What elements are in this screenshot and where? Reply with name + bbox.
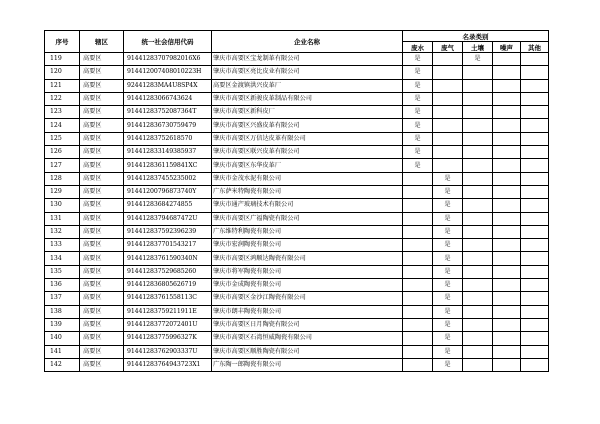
row-wastewater-mark: 是 [403, 132, 433, 145]
row-district: 高要区 [80, 345, 124, 358]
table-body [45, 53, 549, 372]
row-district: 高要区 [80, 79, 124, 92]
table-row [45, 159, 549, 172]
row-soil-mark [463, 66, 493, 79]
header-no: 序号 [45, 31, 80, 53]
row-other-mark [521, 172, 549, 185]
table-row [45, 358, 549, 371]
row-wastegas-mark: 是 [433, 199, 463, 212]
row-company-name: 肇庆市通产玻璃技术有限公司 [212, 199, 403, 212]
row-district: 高要区 [80, 92, 124, 105]
row-district: 高要区 [80, 132, 124, 145]
row-wastegas-mark [433, 119, 463, 132]
row-wastegas-mark [433, 132, 463, 145]
table-row [45, 92, 549, 105]
row-noise-mark [493, 92, 521, 105]
row-soil-mark [463, 252, 493, 265]
row-other-mark [521, 146, 549, 159]
row-noise-mark [493, 185, 521, 198]
row-soil-mark [463, 279, 493, 292]
table-row [45, 106, 549, 119]
row-other-mark [521, 66, 549, 79]
row-number: 124 [45, 119, 80, 132]
row-company-name: 肇庆市高要区亮比皮业有限公司 [212, 66, 403, 79]
row-wastewater-mark: 是 [403, 119, 433, 132]
row-credit-code: 91441283752618570 [124, 132, 212, 145]
table-row [45, 252, 549, 265]
row-company-name: 肇庆市高要区兴盛皮革有限公司 [212, 119, 403, 132]
row-noise-mark [493, 252, 521, 265]
row-district: 高要区 [80, 318, 124, 331]
row-wastewater-mark [403, 199, 433, 212]
row-wastegas-mark [433, 92, 463, 105]
row-noise-mark [493, 146, 521, 159]
row-noise-mark [493, 332, 521, 345]
row-wastegas-mark: 是 [433, 252, 463, 265]
table-row [45, 79, 549, 92]
row-number: 126 [45, 146, 80, 159]
row-number: 123 [45, 106, 80, 119]
row-company-name: 广东萨米特陶瓷有限公司 [212, 185, 403, 198]
table-row [45, 185, 549, 198]
row-company-name: 肇庆市将军陶瓷有限公司 [212, 265, 403, 278]
row-soil-mark [463, 79, 493, 92]
header-noise: 噪声 [493, 42, 521, 53]
row-soil-mark [463, 239, 493, 252]
row-other-mark [521, 106, 549, 119]
row-district: 高要区 [80, 239, 124, 252]
row-credit-code: 91441283770154321​7 [124, 239, 212, 252]
row-company-name: 高要区金渡镇洪兴皮革厂 [212, 79, 403, 92]
row-credit-code: 91441283775996327K [124, 332, 212, 345]
table-row [45, 172, 549, 185]
row-number: 120 [45, 66, 80, 79]
row-noise-mark [493, 345, 521, 358]
row-company-name: 肇庆市高要区金沙江陶瓷有限公司 [212, 292, 403, 305]
row-soil-mark [463, 119, 493, 132]
header-company-name: 企业名称 [212, 31, 403, 53]
row-wastegas-mark: 是 [433, 172, 463, 185]
row-wastewater-mark [403, 305, 433, 318]
row-wastegas-mark: 是 [433, 305, 463, 318]
row-noise-mark [493, 225, 521, 238]
row-soil-mark [463, 172, 493, 185]
row-company-name: 肇庆市宏润陶瓷有限公司 [212, 239, 403, 252]
row-number: 137 [45, 292, 80, 305]
row-other-mark [521, 265, 549, 278]
row-wastegas-mark: 是 [433, 358, 463, 371]
row-credit-code: 9144128379468747​2U [124, 212, 212, 225]
row-wastewater-mark: 是 [403, 92, 433, 105]
row-soil-mark: 是 [463, 53, 493, 66]
row-other-mark [521, 132, 549, 145]
row-number: 121 [45, 79, 80, 92]
row-number: 129 [45, 185, 80, 198]
table-row [45, 225, 549, 238]
row-district: 高要区 [80, 225, 124, 238]
header-category: 名录类别 [403, 31, 549, 42]
row-other-mark [521, 79, 549, 92]
row-credit-code: 91441283752087364T [124, 106, 212, 119]
row-wastewater-mark: 是 [403, 53, 433, 66]
row-other-mark [521, 345, 549, 358]
row-district: 高要区 [80, 279, 124, 292]
row-district: 高要区 [80, 358, 124, 371]
row-wastegas-mark [433, 146, 463, 159]
row-wastegas-mark [433, 159, 463, 172]
row-credit-code: 91441283759211911E [124, 305, 212, 318]
row-company-name: 肇庆市高要区东华皮革厂 [212, 159, 403, 172]
row-wastewater-mark [403, 252, 433, 265]
row-number: 140 [45, 332, 80, 345]
row-number: 122 [45, 92, 80, 105]
row-wastewater-mark: 是 [403, 106, 433, 119]
row-credit-code: 914412836805626719 [124, 279, 212, 292]
row-wastewater-mark [403, 318, 433, 331]
row-credit-code: 91441283759239623​9 [124, 225, 212, 238]
row-wastegas-mark [433, 66, 463, 79]
row-company-name: 肇庆市高要区日月陶瓷有限公司 [212, 318, 403, 331]
row-noise-mark [493, 119, 521, 132]
table-row [45, 265, 549, 278]
row-credit-code: 914412836115984​1XC [124, 159, 212, 172]
row-company-name: 广东维特利陶瓷有限公司 [212, 225, 403, 238]
enterprise-list-table [44, 30, 549, 372]
row-number: 141 [45, 345, 80, 358]
row-credit-code: 914412007408010223H [124, 66, 212, 79]
row-company-name: 肇庆市朗丰陶瓷有限公司 [212, 305, 403, 318]
row-district: 高要区 [80, 106, 124, 119]
row-other-mark [521, 212, 549, 225]
table-row [45, 53, 549, 66]
row-company-name: 肇庆市高要区广福陶瓷有限公司 [212, 212, 403, 225]
row-wastegas-mark: 是 [433, 345, 463, 358]
row-wastewater-mark [403, 292, 433, 305]
row-company-name: 肇庆市金成陶瓷有限公司 [212, 279, 403, 292]
row-wastegas-mark: 是 [433, 292, 463, 305]
row-other-mark [521, 279, 549, 292]
row-wastegas-mark: 是 [433, 318, 463, 331]
row-wastegas-mark: 是 [433, 225, 463, 238]
row-noise-mark [493, 66, 521, 79]
row-wastegas-mark: 是 [433, 212, 463, 225]
row-wastewater-mark [403, 225, 433, 238]
row-other-mark [521, 332, 549, 345]
row-credit-code: 914412837529685260 [124, 265, 212, 278]
row-credit-code: 91441283707982016X6 [124, 53, 212, 66]
row-noise-mark [493, 239, 521, 252]
row-other-mark [521, 292, 549, 305]
row-soil-mark [463, 132, 493, 145]
row-soil-mark [463, 185, 493, 198]
row-other-mark [521, 185, 549, 198]
row-credit-code: 91441283764943723X1 [124, 358, 212, 371]
row-noise-mark [493, 132, 521, 145]
row-wastegas-mark: 是 [433, 239, 463, 252]
row-soil-mark [463, 159, 493, 172]
row-soil-mark [463, 345, 493, 358]
table-row [45, 318, 549, 331]
header-wastewater: 废水 [403, 42, 433, 53]
row-wastegas-mark [433, 79, 463, 92]
row-wastegas-mark: 是 [433, 279, 463, 292]
row-noise-mark [493, 305, 521, 318]
table-row [45, 345, 549, 358]
header-credit-code: 统一社会信用代码 [124, 31, 212, 53]
row-noise-mark [493, 53, 521, 66]
row-district: 高要区 [80, 53, 124, 66]
row-other-mark [521, 159, 549, 172]
header-district: 辖区 [80, 31, 124, 53]
row-wastewater-mark: 是 [403, 146, 433, 159]
row-district: 高要区 [80, 199, 124, 212]
row-district: 高要区 [80, 212, 124, 225]
row-district: 高要区 [80, 265, 124, 278]
row-district: 高要区 [80, 292, 124, 305]
row-wastewater-mark: 是 [403, 66, 433, 79]
row-wastewater-mark: 是 [403, 79, 433, 92]
row-wastewater-mark [403, 212, 433, 225]
row-noise-mark [493, 318, 521, 331]
table-row [45, 332, 549, 345]
header-wastegas: 废气 [433, 42, 463, 53]
row-district: 高要区 [80, 172, 124, 185]
row-soil-mark [463, 199, 493, 212]
table-row [45, 212, 549, 225]
row-credit-code: 92441283MA4U8SP4X [124, 79, 212, 92]
row-number: 133 [45, 239, 80, 252]
row-district: 高要区 [80, 119, 124, 132]
row-wastewater-mark [403, 358, 433, 371]
row-wastewater-mark [403, 185, 433, 198]
row-other-mark [521, 358, 549, 371]
row-wastegas-mark [433, 53, 463, 66]
row-noise-mark [493, 292, 521, 305]
row-soil-mark [463, 292, 493, 305]
row-company-name: 肇庆市高要区顺胜陶瓷有限公司 [212, 345, 403, 358]
row-number: 132 [45, 225, 80, 238]
row-wastewater-mark [403, 172, 433, 185]
row-soil-mark [463, 146, 493, 159]
row-number: 125 [45, 132, 80, 145]
row-noise-mark [493, 212, 521, 225]
row-noise-mark [493, 279, 521, 292]
row-noise-mark [493, 265, 521, 278]
row-noise-mark [493, 106, 521, 119]
row-noise-mark [493, 172, 521, 185]
header-soil: 土壤 [463, 42, 493, 53]
row-credit-code: 91441283066743624 [124, 92, 212, 105]
row-credit-code: 91441283684274855 [124, 199, 212, 212]
row-district: 高要区 [80, 305, 124, 318]
row-number: 139 [45, 318, 80, 331]
row-noise-mark [493, 199, 521, 212]
row-credit-code: 91441283772072401U [124, 318, 212, 331]
row-wastewater-mark: 是 [403, 159, 433, 172]
row-company-name: 肇庆市高要区联兴皮革有限公司 [212, 146, 403, 159]
row-other-mark [521, 53, 549, 66]
row-district: 高要区 [80, 159, 124, 172]
row-soil-mark [463, 265, 493, 278]
row-soil-mark [463, 212, 493, 225]
row-district: 高要区 [80, 146, 124, 159]
row-district: 高要区 [80, 252, 124, 265]
row-wastegas-mark: 是 [433, 185, 463, 198]
row-wastegas-mark [433, 106, 463, 119]
row-wastegas-mark: 是 [433, 265, 463, 278]
row-other-mark [521, 119, 549, 132]
row-wastewater-mark [403, 279, 433, 292]
row-wastewater-mark [403, 345, 433, 358]
row-credit-code: 91441283762903337U [124, 345, 212, 358]
table-row [45, 66, 549, 79]
row-other-mark [521, 92, 549, 105]
row-number: 130 [45, 199, 80, 212]
table-row [45, 305, 549, 318]
row-company-name: 肇庆市高要区万信达皮革有限公司 [212, 132, 403, 145]
row-wastegas-mark: 是 [433, 332, 463, 345]
row-number: 131 [45, 212, 80, 225]
row-number: 138 [45, 305, 80, 318]
row-soil-mark [463, 305, 493, 318]
row-other-mark [521, 225, 549, 238]
row-number: 142 [45, 358, 80, 371]
row-credit-code: 914412007968737​40Y [124, 185, 212, 198]
row-other-mark [521, 239, 549, 252]
row-company-name: 肇庆市高要区宝龙制革有限公司 [212, 53, 403, 66]
table-row [45, 279, 549, 292]
row-company-name: 肇庆市金茂水泥有限公司 [212, 172, 403, 185]
row-number: 135 [45, 265, 80, 278]
row-company-name: 肇庆市高要区石湾恒威陶瓷有限公司 [212, 332, 403, 345]
table-row [45, 199, 549, 212]
row-wastewater-mark [403, 332, 433, 345]
table-row [45, 239, 549, 252]
row-other-mark [521, 318, 549, 331]
row-soil-mark [463, 225, 493, 238]
row-wastewater-mark [403, 265, 433, 278]
row-credit-code: 91441283761590340​N [124, 252, 212, 265]
row-district: 高要区 [80, 332, 124, 345]
table-row [45, 119, 549, 132]
row-other-mark [521, 199, 549, 212]
row-wastewater-mark [403, 239, 433, 252]
table-header [45, 31, 549, 53]
row-credit-code: 91441283314938593​7 [124, 146, 212, 159]
row-credit-code: 91441283745523500​2 [124, 172, 212, 185]
row-noise-mark [493, 79, 521, 92]
row-soil-mark [463, 92, 493, 105]
row-number: 136 [45, 279, 80, 292]
row-number: 134 [45, 252, 80, 265]
row-soil-mark [463, 318, 493, 331]
row-noise-mark [493, 358, 521, 371]
row-other-mark [521, 252, 549, 265]
row-number: 119 [45, 53, 80, 66]
header-other: 其他 [521, 42, 549, 53]
row-company-name: 广东陶一郎陶瓷有限公司 [212, 358, 403, 371]
table-row [45, 292, 549, 305]
table-row [45, 132, 549, 145]
row-number: 127 [45, 159, 80, 172]
row-other-mark [521, 305, 549, 318]
row-soil-mark [463, 358, 493, 371]
row-soil-mark [463, 106, 493, 119]
row-credit-code: 91441283673075947​9 [124, 119, 212, 132]
row-noise-mark [493, 159, 521, 172]
row-company-name: 肇庆市高要区新科皮厂 [212, 106, 403, 119]
row-credit-code: 91441283761558113C [124, 292, 212, 305]
row-company-name: 肇庆市高要区新骏皮革制品有限公司 [212, 92, 403, 105]
row-district: 高要区 [80, 66, 124, 79]
table-row [45, 146, 549, 159]
row-soil-mark [463, 332, 493, 345]
row-number: 128 [45, 172, 80, 185]
row-company-name: 肇庆市高要区鸿顺达陶瓷有限公司 [212, 252, 403, 265]
row-district: 高要区 [80, 185, 124, 198]
